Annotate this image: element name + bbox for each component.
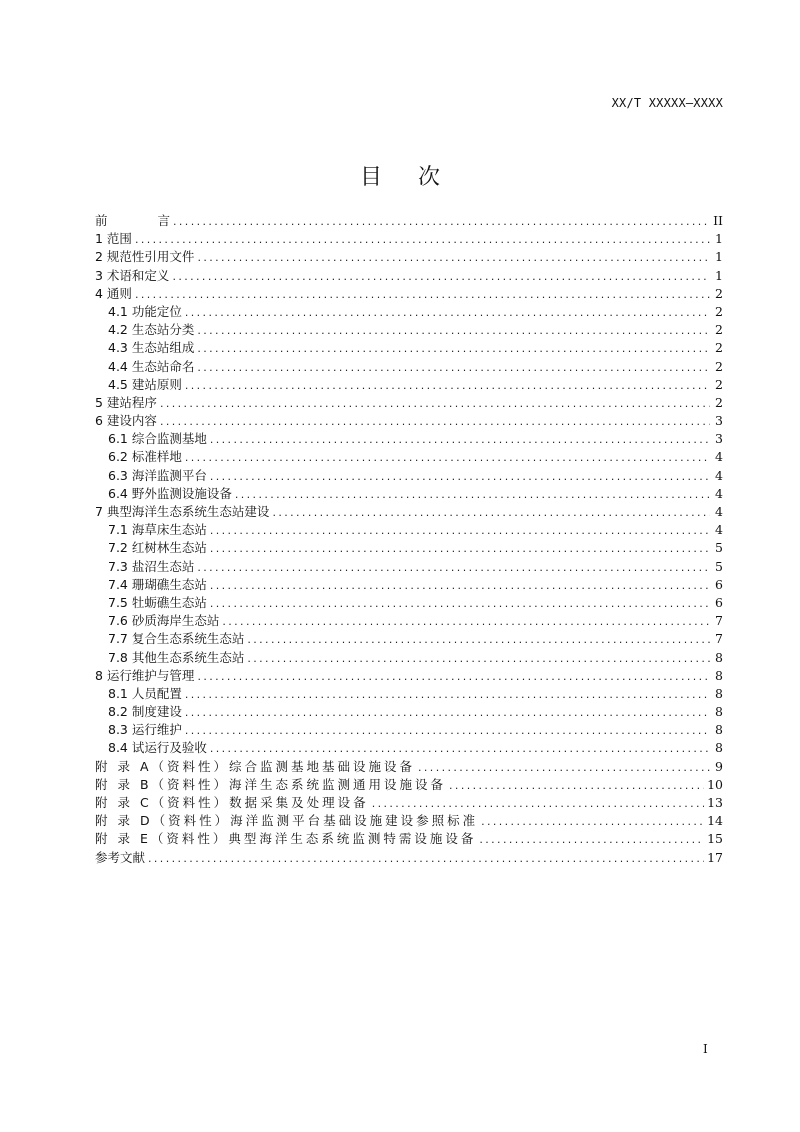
toc-entry-label: 前 言 xyxy=(95,213,170,228)
toc-entry[interactable] xyxy=(95,794,723,812)
toc-entry[interactable] xyxy=(95,612,723,630)
toc-entry[interactable] xyxy=(95,758,723,776)
toc-entry-page: 4 xyxy=(715,485,723,501)
toc-entry-page: 5 xyxy=(715,558,723,574)
toc-entry-label: 7.5 牡蛎礁生态站 xyxy=(108,594,207,610)
toc-entry-label: 7.6 砂质海岸生态站 xyxy=(108,613,220,629)
toc-entry-page: 1 xyxy=(715,267,723,283)
toc-entry-page: 4 xyxy=(715,449,723,465)
toc-entry-label: 1 范围 xyxy=(95,231,132,247)
toc-leader-dots xyxy=(210,740,710,758)
toc-entry-page: 2 xyxy=(715,303,723,319)
toc-leader-dots xyxy=(210,468,710,486)
toc-entry[interactable] xyxy=(95,667,723,685)
toc-leader-dots xyxy=(197,559,710,577)
toc-entry-label: 4.5 建站原则 xyxy=(108,376,182,392)
toc-entry-label: 6.2 标准样地 xyxy=(108,449,182,465)
toc-entry-label: 7.4 珊瑚礁生态站 xyxy=(108,576,207,592)
toc-entry-page: 5 xyxy=(715,540,723,556)
toc-entry[interactable] xyxy=(95,358,723,376)
toc-leader-dots xyxy=(479,831,704,849)
toc-leader-dots xyxy=(247,650,710,668)
toc-entry-label: 附 录 E（资料性）典型海洋生态系统监测特需设施设备 xyxy=(95,831,477,847)
toc-entry[interactable] xyxy=(95,594,723,612)
toc-entry-page: 8 xyxy=(715,649,723,665)
toc-leader-dots xyxy=(210,522,710,540)
toc-leader-dots xyxy=(173,213,710,231)
toc-entry-page: 3 xyxy=(715,431,723,447)
toc-entry-label: 2 规范性引用文件 xyxy=(95,249,195,265)
toc-entry-label: 附 录 B（资料性）海洋生态系统监测通用设施设备 xyxy=(95,776,447,792)
toc-entry-page: 7 xyxy=(715,613,723,629)
toc-leader-dots xyxy=(210,540,710,558)
toc-entry[interactable] xyxy=(95,412,723,430)
toc-leader-dots xyxy=(135,231,710,249)
toc-entry-page: 8 xyxy=(715,685,723,701)
toc-entry-page: 10 xyxy=(707,776,723,792)
toc-entry[interactable] xyxy=(95,321,723,339)
toc-entry[interactable] xyxy=(95,303,723,321)
toc-leader-dots xyxy=(185,686,710,704)
toc-entry-page: 14 xyxy=(707,813,723,829)
toc-entry[interactable] xyxy=(95,776,723,794)
toc-entry-page: 1 xyxy=(715,249,723,265)
toc-entry[interactable] xyxy=(95,539,723,557)
toc-entry-page: 13 xyxy=(707,795,723,810)
toc-entry-label: 8.2 制度建设 xyxy=(108,704,182,720)
toc-entry[interactable] xyxy=(95,248,723,266)
toc-entry-page: 2 xyxy=(715,340,723,356)
toc-entry-page: 4 xyxy=(715,522,723,538)
toc-entry[interactable] xyxy=(95,503,723,521)
toc-entry-label: 6 建设内容 xyxy=(95,413,157,429)
toc-leader-dots xyxy=(185,449,710,467)
toc-entry[interactable] xyxy=(95,230,723,248)
toc-leader-dots xyxy=(185,722,710,740)
toc-entry-page: 4 xyxy=(715,467,723,483)
toc-entry-page: 8 xyxy=(715,740,723,756)
toc-entry-page: 1 xyxy=(715,231,723,247)
toc-entry-label: 8.4 试运行及验收 xyxy=(108,740,207,756)
toc-entry[interactable] xyxy=(95,685,723,703)
toc-entry-page: 7 xyxy=(715,631,723,647)
toc-entry[interactable] xyxy=(95,485,723,503)
toc-leader-dots xyxy=(210,595,710,613)
page-title: 目次 xyxy=(359,165,476,190)
toc-entry-label: 4 通则 xyxy=(95,285,132,301)
toc-entry-page: 9 xyxy=(715,758,723,774)
toc-entry[interactable] xyxy=(95,212,723,230)
toc-entry[interactable] xyxy=(95,703,723,721)
toc-entry-page: 2 xyxy=(715,285,723,301)
toc-leader-dots xyxy=(481,813,704,831)
toc-entry[interactable] xyxy=(95,467,723,485)
toc-entry-page: 3 xyxy=(715,413,723,429)
toc-entry[interactable] xyxy=(95,285,723,303)
toc-entry-label: 7.8 其他生态系统生态站 xyxy=(108,649,245,665)
toc-entry-page: 4 xyxy=(715,504,723,519)
toc-entry[interactable] xyxy=(95,558,723,576)
toc-entry-page: 2 xyxy=(715,376,723,392)
toc-entry-label: 4.4 生态站命名 xyxy=(108,358,195,374)
toc-leader-dots xyxy=(172,268,710,286)
toc-entry-label: 8.3 运行维护 xyxy=(108,722,182,738)
toc-leader-dots xyxy=(449,777,704,795)
toc-entry[interactable] xyxy=(95,339,723,357)
toc-entry-label: 7.3 盐沼生态站 xyxy=(108,558,195,574)
toc-leader-dots xyxy=(222,613,710,631)
toc-entry-label: 5 建站程序 xyxy=(95,394,157,410)
toc-entry[interactable] xyxy=(95,849,723,867)
toc-entry-page: 2 xyxy=(715,322,723,338)
toc-entry-label: 8 运行维护与管理 xyxy=(95,667,195,683)
toc-entry-label: 7 典型海洋生态系统生态站建设 xyxy=(95,504,270,519)
toc-leader-dots xyxy=(197,668,710,686)
toc-entry-label: 6.1 综合监测基地 xyxy=(108,431,207,447)
toc-leader-dots xyxy=(185,377,710,395)
toc-entry[interactable] xyxy=(95,739,723,757)
toc-entry[interactable] xyxy=(95,721,723,739)
toc-entry[interactable] xyxy=(95,448,723,466)
toc-entry-label: 4.1 功能定位 xyxy=(108,303,182,319)
toc-leader-dots xyxy=(235,486,710,504)
toc-entry-label: 附 录 A（资料性）综合监测基地基础设施设备 xyxy=(95,758,415,774)
toc-entry[interactable] xyxy=(95,267,723,285)
toc-entry-label: 4.2 生态站分类 xyxy=(108,322,195,338)
toc-entry-page: 8 xyxy=(715,667,723,683)
toc-entry[interactable] xyxy=(95,394,723,412)
toc-entry[interactable] xyxy=(95,521,723,539)
toc-entry-label: 7.2 红树林生态站 xyxy=(108,540,207,556)
toc-entry-label: 6.3 海洋监测平台 xyxy=(108,467,207,483)
toc-entry-page: 2 xyxy=(715,358,723,374)
toc-leader-dots xyxy=(185,704,710,722)
toc-entry-label: 参考文献 xyxy=(95,849,146,865)
toc-leader-dots xyxy=(247,631,710,649)
toc-entry[interactable] xyxy=(95,430,723,448)
toc-entry-label: 8.1 人员配置 xyxy=(108,685,182,701)
toc-leader-dots xyxy=(210,577,710,595)
toc-entry-label: 4.3 生态站组成 xyxy=(108,340,195,356)
toc-entry-page: 2 xyxy=(715,394,723,410)
toc-entry-label: 7.7 复合生态系统生态站 xyxy=(108,631,245,647)
table-of-contents xyxy=(95,212,723,867)
toc-entry[interactable] xyxy=(95,812,723,830)
toc-leader-dots xyxy=(160,395,710,413)
toc-entry[interactable] xyxy=(95,576,723,594)
toc-entry-page: 17 xyxy=(707,849,723,865)
toc-leader-dots xyxy=(272,504,710,522)
toc-leader-dots xyxy=(197,359,710,377)
toc-entry-label: 6.4 野外监测设施设备 xyxy=(108,485,232,501)
toc-leader-dots xyxy=(148,850,704,868)
toc-entry[interactable] xyxy=(95,630,723,648)
toc-entry-page: 8 xyxy=(715,704,723,720)
toc-entry-label: 3 术语和定义 xyxy=(95,267,170,283)
toc-entry-label: 附 录 C（资料性）数据采集及处理设备 xyxy=(95,795,369,810)
toc-entry[interactable] xyxy=(95,376,723,394)
document-code: XX/T XXXXX—XXXX xyxy=(611,96,723,110)
toc-leader-dots xyxy=(197,340,710,358)
toc-entry-page: II xyxy=(713,213,723,228)
toc-entry-label: 7.1 海草床生态站 xyxy=(108,522,207,538)
toc-entry-label: 附 录 D（资料性）海洋监测平台基础设施建设参照标准 xyxy=(95,813,479,829)
toc-leader-dots xyxy=(135,286,710,304)
toc-entry-page: 6 xyxy=(715,576,723,592)
toc-entry-page: 15 xyxy=(707,831,723,847)
toc-entry[interactable] xyxy=(95,830,723,848)
page-number: I xyxy=(703,1042,708,1056)
toc-leader-dots xyxy=(197,322,710,340)
toc-entry-page: 8 xyxy=(715,722,723,738)
toc-entry-page: 6 xyxy=(715,594,723,610)
toc-entry[interactable] xyxy=(95,649,723,667)
toc-leader-dots xyxy=(372,795,704,813)
toc-leader-dots xyxy=(210,431,710,449)
toc-leader-dots xyxy=(418,759,710,777)
toc-leader-dots xyxy=(160,413,710,431)
toc-leader-dots xyxy=(185,304,710,322)
toc-leader-dots xyxy=(197,249,710,267)
